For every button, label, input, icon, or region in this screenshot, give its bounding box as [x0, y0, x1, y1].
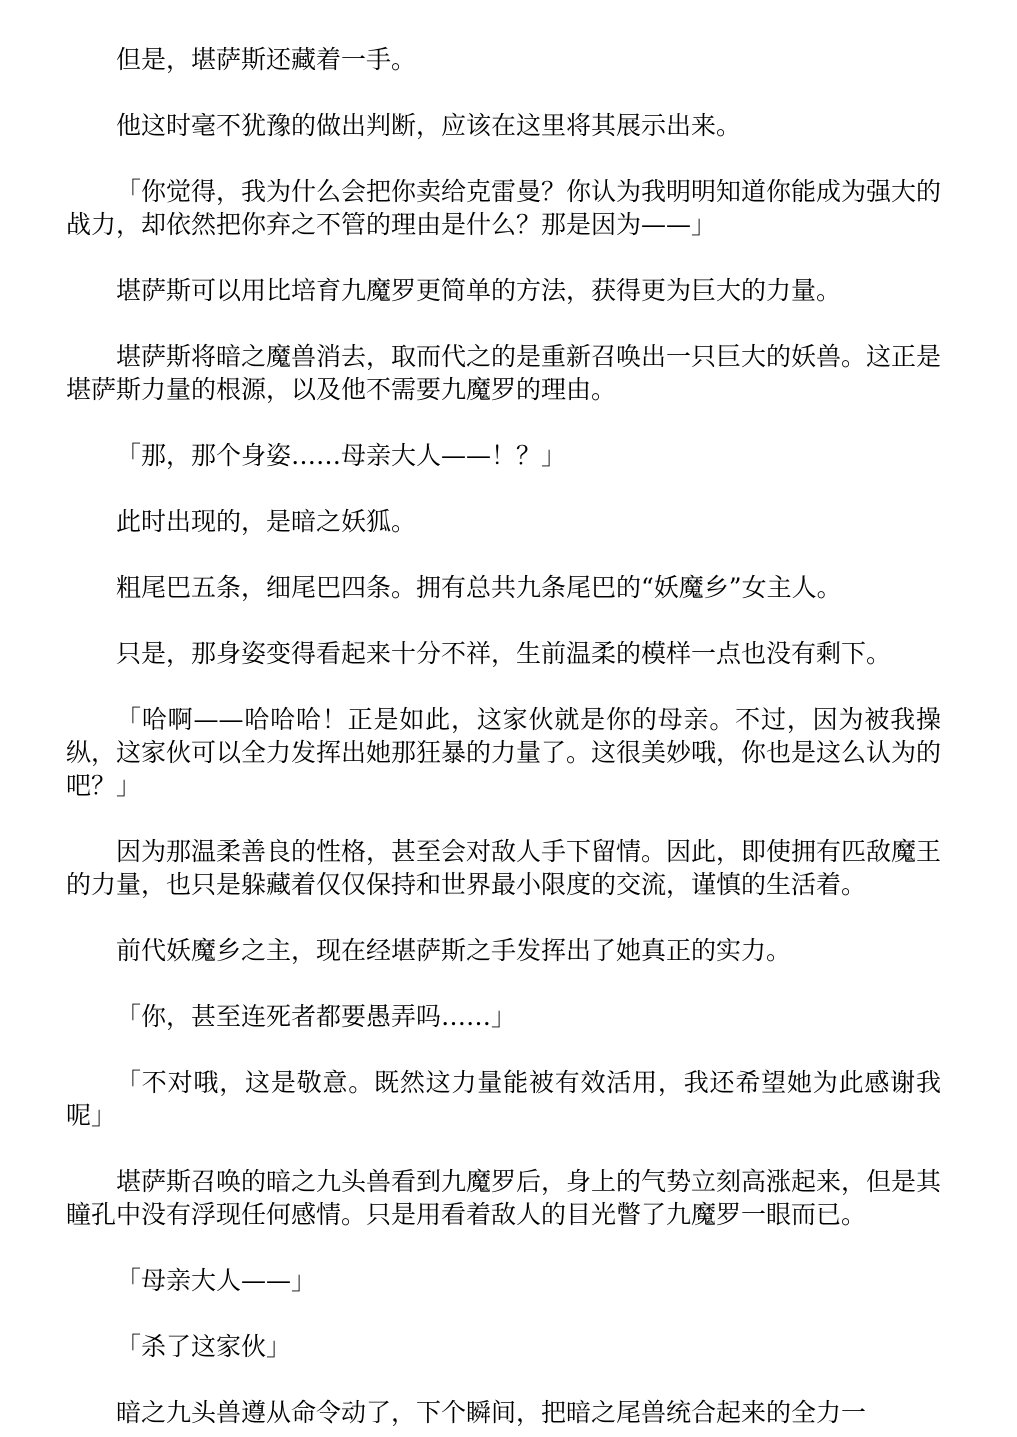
paragraph-17: 「杀了这家伙」: [116, 1332, 292, 1361]
paragraph-18: 暗之九头兽遵从命令动了，下个瞬间，把暗之尾兽统合起来的全力一: [116, 1398, 867, 1427]
paragraph-1: 但是，堪萨斯还藏着一手。: [116, 45, 417, 74]
paragraph-14: 「不对哦，这是敬意。既然这力量能被有效活用，我还希望她为此感谢我呢」: [66, 1068, 941, 1130]
paragraph-5: 堪萨斯将暗之魔兽消去，取而代之的是重新召唤出一只巨大的妖兽。这正是堪萨斯力量的根源，以及他不需要九魔罗的理由。: [66, 342, 942, 404]
paragraph-7: 此时出现的，是暗之妖狐。: [116, 507, 417, 536]
paragraph-8: 粗尾巴五条，细尾巴四条。拥有总共九条尾巴的“妖魔乡”女主人。: [116, 573, 842, 602]
document-page: [66, 43, 941, 1429]
paragraph-16: 「母亲大人——」: [116, 1266, 317, 1295]
paragraph-12: 前代妖魔乡之主，现在经堪萨斯之手发挥出了她真正的实力。: [116, 936, 792, 965]
paragraph-11: 因为那温柔善良的性格，甚至会对敌人手下留情。因此，即使拥有匹敌魔王的力量，也只是躲藏着仅仅保持和世界最小限度的交流，谨慎的生活着。: [66, 837, 942, 899]
paragraph-13: 「你，甚至连死者都要愚弄吗……」: [116, 1002, 517, 1031]
paragraph-15: 堪萨斯召唤的暗之九头兽看到九魔罗后，身上的气势立刻高涨起来，但是其瞳孔中没有浮现任何感情。只是用看着敌人的目光瞥了九魔罗一眼而已。: [66, 1167, 942, 1229]
paragraph-10: 「哈啊——哈哈哈！正是如此，这家伙就是你的母亲。不过，因为被我操纵，这家伙可以全力发挥出她那狂暴的力量了。这很美妙哦，你也是这么认为的吧？」: [66, 705, 942, 800]
paragraph-9: 只是，那身姿变得看起来十分不祥，生前温柔的模样一点也没有剩下。: [116, 639, 892, 668]
paragraph-3: 「你觉得，我为什么会把你卖给克雷曼？你认为我明明知道你能成为强大的战力，却依然把你弃之不管的理由是什么？那是因为——」: [66, 177, 942, 239]
paragraph-6: 「那，那个身姿……母亲大人——！？」: [116, 441, 567, 470]
paragraph-2: 他这时毫不犹豫的做出判断，应该在这里将其展示出来。: [116, 111, 742, 140]
paragraph-4: 堪萨斯可以用比培育九魔罗更简单的方法，获得更为巨大的力量。: [116, 276, 842, 305]
